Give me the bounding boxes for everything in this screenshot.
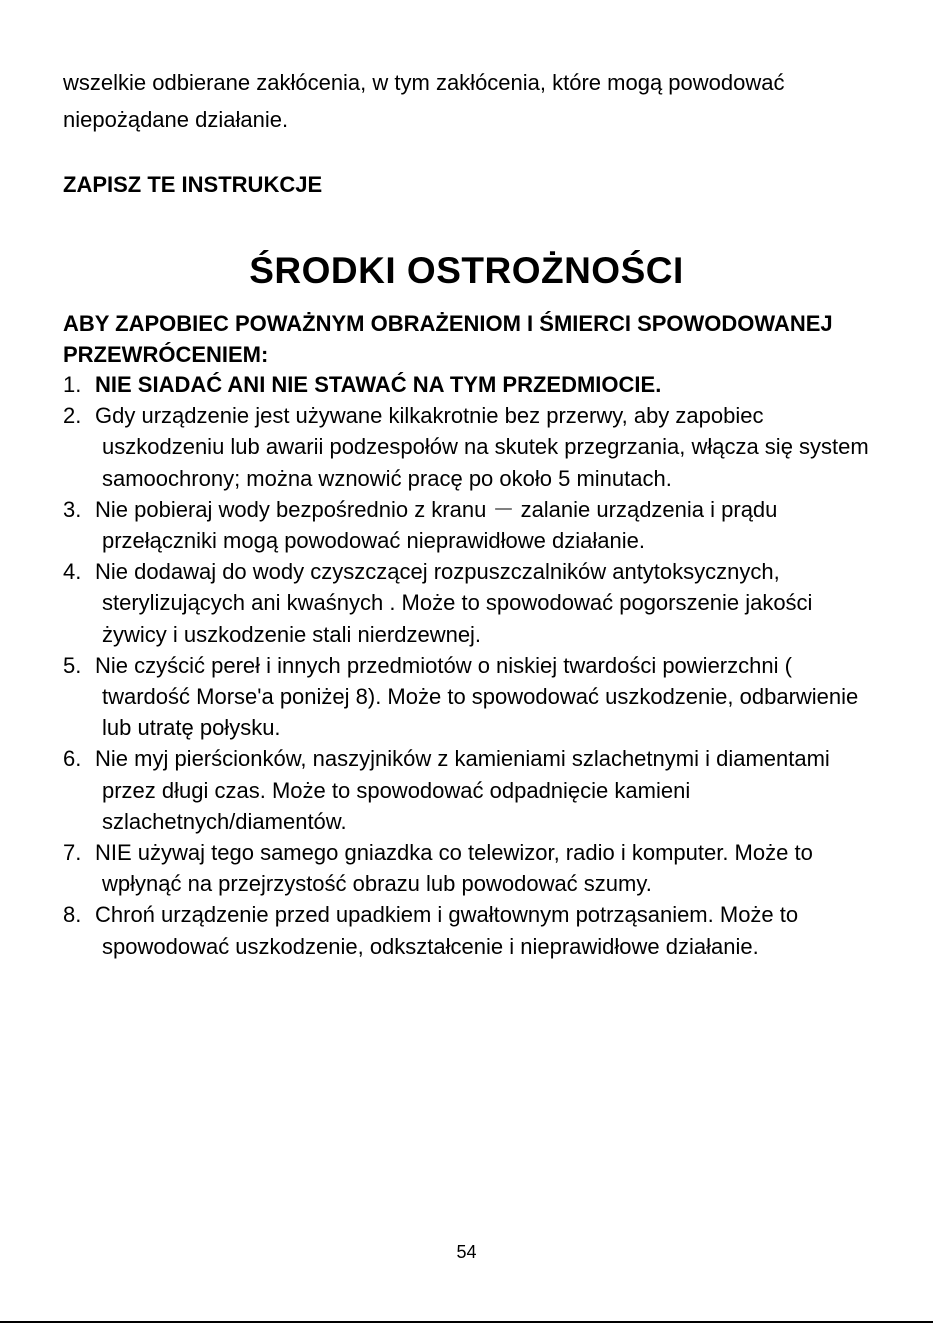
item-text: Gdy urządzenie jest używane kilkakrotnie bez przerwy, aby zapobiec uszkodzeniu lub awarii podzespołów na skutek przegrzania, włącza się system samoochrony; można wznowić pracę po około 5 minutach. [95, 403, 869, 491]
item-text: NIE SIADAĆ ANI NIE STAWAĆ NA TYM PRZEDMIOCIE. [95, 372, 662, 397]
precautions-list [63, 369, 883, 962]
item-number: 5. [63, 652, 82, 678]
item-text: Nie myj pierścionków, naszyjników z kamieniami szlachetnymi i diamentami przez długi czas. Może to spowodować odpadnięcie kamieni szlachetnych/diamentów. [95, 746, 830, 834]
item-text: Nie czyścić pereł i innych przedmiotów o niskiej twardości powierzchni ( twardość Morse'a poniżej 8). Może to spowodować uszkodzenie, odbarwienie lub utratę połysku. [95, 652, 859, 741]
item-text: Nie pobieraj wody bezpośrednio z kranu － zalanie urządzenia i prądu przełączniki mogą powodować nieprawidłowe działanie. [95, 496, 778, 554]
page-number: 54 [456, 1242, 477, 1262]
list-item [63, 650, 883, 744]
item-number: 4. [63, 559, 82, 585]
list-item [63, 494, 883, 556]
list-item [63, 400, 883, 494]
bottom-divider [0, 1321, 933, 1323]
list-item [63, 369, 883, 400]
intro-paragraph: wszelkie odbierane zakłócenia, w tym zakłócenia, które mogą powodować niepożądane działanie. [63, 70, 785, 132]
item-number: 3. [63, 496, 82, 522]
list-item [63, 899, 883, 961]
item-number: 6. [63, 746, 82, 772]
list-item [63, 837, 883, 899]
item-text: Chroń urządzenie przed upadkiem i gwałtownym potrząsaniem. Może to spowodować uszkodzenie, odkształcenie i nieprawidłowe działanie. [95, 902, 799, 959]
item-number: 2. [63, 403, 82, 429]
item-number: 1. [63, 372, 82, 397]
item-number: 8. [63, 902, 82, 928]
item-number: 7. [63, 840, 82, 866]
list-item [63, 556, 883, 650]
list-item [63, 743, 883, 837]
warning-heading: ABY ZAPOBIEC POWAŻNYM OBRAŻENIOM I ŚMIERCI SPOWODOWANEJ PRZEWRÓCENIEM: [63, 311, 833, 367]
page-title: ŚRODKI OSTROŻNOŚCI [249, 250, 684, 291]
item-text: NIE używaj tego samego gniazdka co telewizor, radio i komputer. Może to wpłynąć na przejrzystość obrazu lub powodować szumy. [95, 840, 813, 897]
item-text: Nie dodawaj do wody czyszczącej rozpuszczalników antytoksycznych, sterylizujących ani kwaśnych . Może to spowodować pogorszenie jakości żywicy i uszkodzenie stali nierdzewnej. [95, 559, 813, 647]
save-instructions-heading: ZAPISZ TE INSTRUKCJE [63, 172, 323, 197]
